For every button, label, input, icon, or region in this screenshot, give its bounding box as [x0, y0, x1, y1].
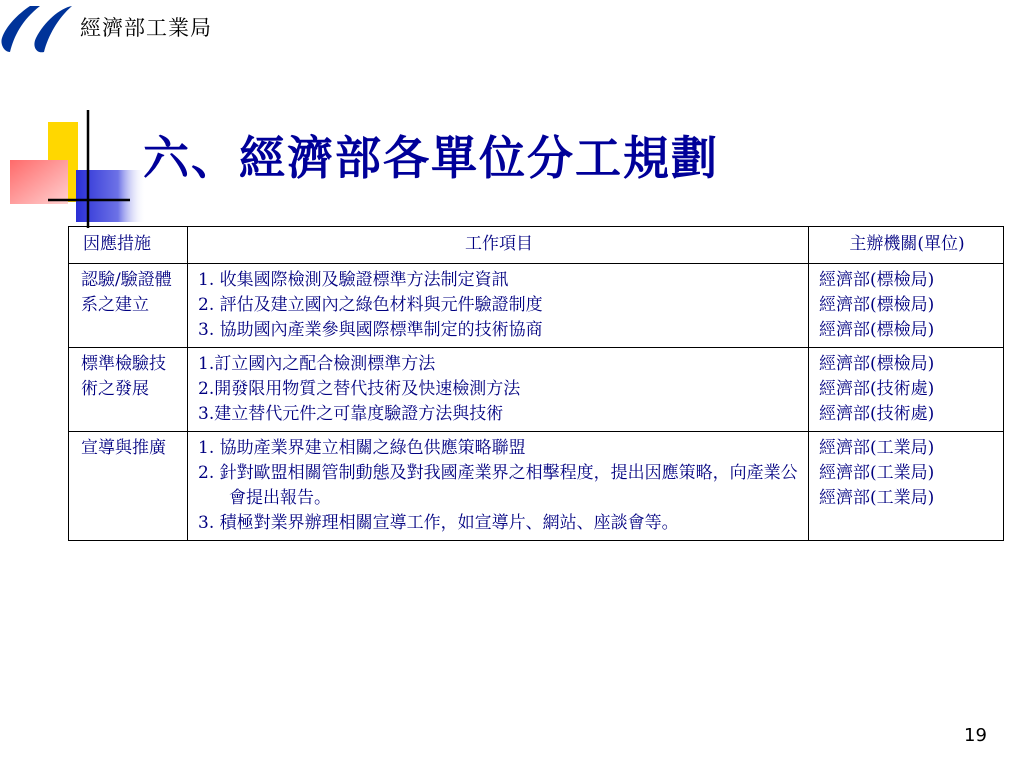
column-header-measure: 因應措施 [69, 227, 188, 264]
column-header-agency: 主辦機關(單位) [809, 227, 1004, 264]
agency-item: 經濟部(工業局) [819, 438, 935, 458]
agency-item: 經濟部(標檢局) [819, 354, 935, 374]
column-header-items: 工作項目 [188, 227, 809, 264]
ministry-logo-icon [0, 0, 80, 56]
work-item: 2. 針對歐盟相關管制動態及對我國產業界之相擊程度，提出因應策略，向產業公會提出報告。 [198, 463, 798, 508]
work-items-cell [188, 348, 809, 432]
agency-item: 經濟部(技術處) [819, 379, 935, 399]
slide-title: 六、經濟部各單位分工規劃 [143, 131, 719, 185]
work-items-cell [188, 432, 809, 541]
page-number: 19 [964, 725, 987, 746]
division-of-work-table [68, 226, 1004, 541]
work-item: 3. 積極對業界辦理相關宣導工作，如宣導片、網站、座談會等。 [198, 513, 679, 533]
agency-item: 經濟部(工業局) [819, 488, 935, 508]
table-row [69, 348, 1004, 432]
work-item: 1. 收集國際檢測及驗證標準方法制定資訊 [198, 270, 509, 290]
agency-item: 經濟部(標檢局) [819, 295, 935, 315]
work-item: 1. 協助產業界建立相關之綠色供應策略聯盟 [198, 438, 526, 458]
work-item: 3. 協助國內產業參與國際標準制定的技術協商 [198, 320, 543, 340]
agency-cell [809, 264, 1004, 348]
measure-cell: 標準檢驗技術之發展 [69, 348, 188, 432]
work-item: 1.訂立國內之配合檢測標準方法 [198, 354, 436, 374]
title-decoration [0, 108, 150, 233]
measure-cell: 認驗/驗證體系之建立 [69, 264, 188, 348]
work-items-cell [188, 264, 809, 348]
agency-cell [809, 432, 1004, 541]
agency-item: 經濟部(技術處) [819, 404, 935, 424]
agency-item: 經濟部(標檢局) [819, 320, 935, 340]
agency-cell [809, 348, 1004, 432]
table-row [69, 432, 1004, 541]
measure-cell: 宣導與推廣 [69, 432, 188, 541]
agency-item: 經濟部(工業局) [819, 463, 935, 483]
work-item: 2. 評估及建立國內之綠色材料與元件驗證制度 [198, 295, 543, 315]
organization-name: 經濟部工業局 [80, 16, 212, 40]
agency-item: 經濟部(標檢局) [819, 270, 935, 290]
work-item: 3.建立替代元件之可靠度驗證方法與技術 [198, 404, 504, 424]
table-row [69, 264, 1004, 348]
work-item: 2.開發限用物質之替代技術及快速檢測方法 [198, 379, 521, 399]
table-header-row [69, 227, 1004, 264]
